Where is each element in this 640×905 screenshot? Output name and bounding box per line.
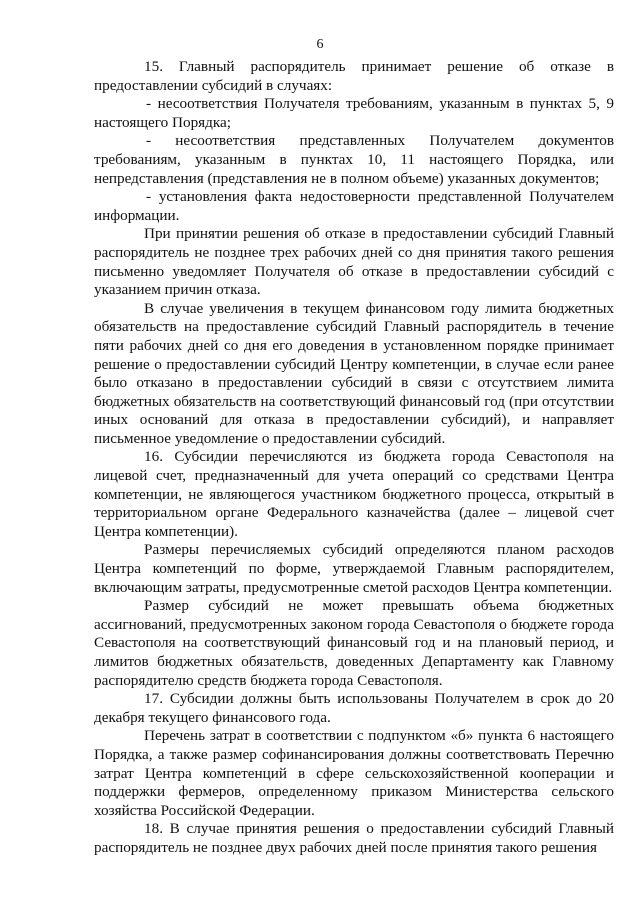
paragraph-limit-increase: В случае увеличения в текущем финансовом году лимита бюджетных обязательств на предоставление субсидий Главный распорядитель в течение пяти рабочих дней со дня его доведения в установленном порядке принимает решение о предоставлении субсидий Центру компетенции, в случае если ранее было отказано в предоставлении субсидий в связи с отсутствием лимита бюджетных обязательств на соответствующий финансовый год (при отсутствии иных оснований для отказа в предоставлении субсидий), и направляет письменное уведомление о предоставлении субсидий. [94, 299, 614, 447]
paragraph-refusal-notice: При принятии решения об отказе в предоставлении субсидий Главный распорядитель не позднее трех рабочих дней со дня принятия такого решения письменно уведомляет Получателя об отказе в предоставлении субсидий с указанием причин отказа. [94, 225, 614, 299]
list-item-false-information: - установления факта недостоверности представленной Получателем информации. [94, 188, 614, 224]
paragraph-17-deadline: 17. Субсидии должны быть использованы Получателем в срок до 20 декабря текущего финансового года. [94, 690, 614, 726]
paragraph-18-decision: 18. В случае принятия решения о предоставлении субсидий Главный распорядитель не позднее двух рабочих дней после принятия такого решения [94, 820, 614, 856]
list-item-noncompliance-requirements: - несоответствия Получателя требованиям, указанным в пунктах 5, 9 настоящего Порядка; [94, 95, 614, 131]
paragraph-15-intro: 15. Главный распорядитель принимает решение об отказе в предоставлении субсидий в случаях: [94, 58, 614, 94]
paragraph-subsidy-limit: Размер субсидий не может превышать объема бюджетных ассигнований, предусмотренных законом города Севастополя о бюджете города Севастополя на соответствующий финансовый год и на плановый период, и лимитов бюджетных обязательств, доведенных Департаменту как Главному распорядителю средств бюджета города Севастополя. [94, 597, 614, 689]
page-number: 6 [316, 37, 324, 52]
paragraph-cost-list: Перечень затрат в соответствии с подпунктом «б» пункта 6 настоящего Порядка, а также размер софинансирования должны соответствовать Перечню затрат Центра компетенций в сфере сельскохозяйственной кооперации и поддержки фермеров, определенному приказом Министерства сельского хозяйства Российской Федерации. [94, 727, 614, 819]
document-body [94, 58, 614, 858]
paragraph-subsidy-amounts: Размеры перечисляемых субсидий определяются планом расходов Центра компетенций по форме, утверждаемой Главным распорядителем, включающим затраты, предусмотренные сметой расходов Центра компетенции. [94, 541, 614, 596]
list-item-noncompliance-documents: - несоответствия представленных Получателем документов требованиям, указанным в пунктах 10, 11 настоящего Порядка, или непредставления (представления не в полном объеме) указанных документов; [94, 132, 614, 187]
paragraph-16-transfer: 16. Субсидии перечисляются из бюджета города Севастополя на лицевой счет, предназначенный для учета операций со средствами Центра компетенции, не являющегося участником бюджетного процесса, открытый в территориальном органе Федерального казначейства (далее – лицевой счет Центра компетенции). [94, 448, 614, 540]
